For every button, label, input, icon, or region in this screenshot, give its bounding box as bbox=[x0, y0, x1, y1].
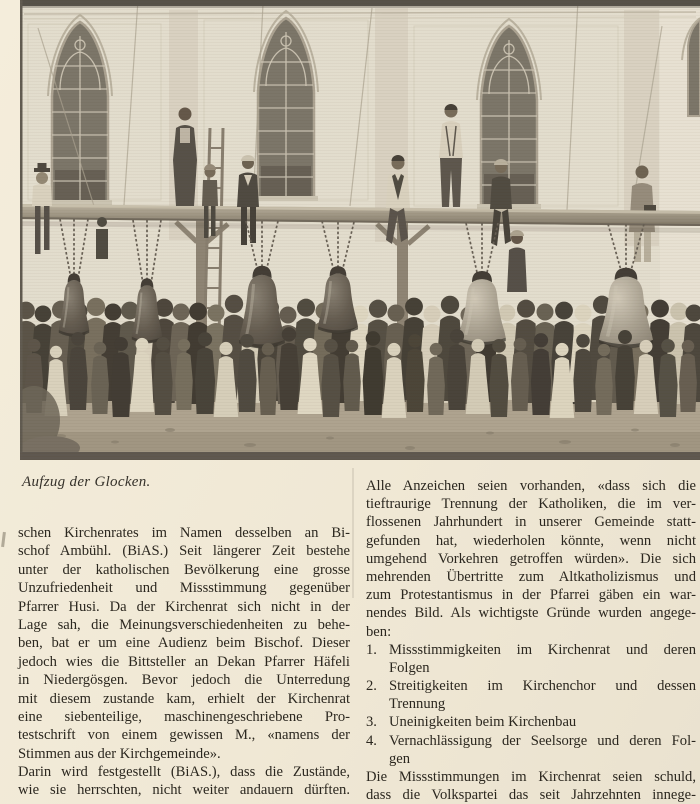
line-text: gefunden hat, wiederholen könnte, wenn nicht bbox=[366, 532, 696, 549]
line-text: unter der katholischen Bevölkerung eine grosse bbox=[18, 561, 350, 578]
text-line bbox=[366, 586, 696, 604]
text-line bbox=[18, 598, 350, 616]
line-text: wie sie herrschten, nicht weiter andauern dürften. bbox=[18, 782, 350, 799]
line-text: umgehend Vorkehren getroffen würden». Die sich bbox=[366, 550, 696, 567]
line-text: mit diesem zustande kam, erhielt der Kirchenrat bbox=[18, 690, 350, 707]
line-text: Pfarrer Husi. Da der Kirchenrat sich nicht in der bbox=[18, 598, 350, 615]
text-line bbox=[366, 495, 696, 513]
line-text: Alle Anzeichen seien vorhanden, «dass sich die bbox=[366, 478, 696, 494]
left-text-column bbox=[18, 524, 350, 800]
line-text: ben, bat er um eine Audienz beim Bischof. Dieser bbox=[18, 635, 350, 652]
line-text: schof Ambühl. (BiAS.) Seit längerer Zeit bestehe bbox=[18, 543, 350, 560]
line-text: jedoch wies die Bittsteller an Dekan Pfarrer Häfeli bbox=[18, 653, 350, 670]
text-line bbox=[18, 524, 350, 542]
line-text: mehrenden Übertritte zum Altkatholizismus und bbox=[366, 568, 696, 585]
line-text: Missstimmigkeiten im Kirchenrat und deren bbox=[389, 641, 696, 658]
line-text: flossenen Jahrhundert in unserer Gemeinde statt- bbox=[366, 514, 696, 531]
line-text: Uneinigkeiten beim Kirchenbau bbox=[389, 714, 577, 731]
text-line bbox=[366, 659, 696, 677]
line-text: nendes Bild. Als wichtigste Gründe wurden angege- bbox=[366, 605, 696, 622]
text-line bbox=[366, 713, 696, 731]
scan-artifact bbox=[1, 532, 6, 547]
text-line bbox=[366, 750, 696, 768]
line-text: in Niedergösgen. Bevor jedoch die Unterredung bbox=[18, 672, 350, 689]
line-text: schen Kirchenrates im Namen desselben an Bi- bbox=[18, 525, 350, 541]
text-line bbox=[18, 690, 350, 708]
line-text: Die Missstimmungen im Kirchenrat seien schuld, bbox=[366, 769, 696, 785]
text-line bbox=[18, 708, 350, 726]
text-line bbox=[18, 745, 350, 763]
text-line bbox=[18, 634, 350, 652]
list-number: 3. bbox=[366, 714, 377, 731]
line-text: tieftraurige Trennung der Katholiken, die im ver- bbox=[366, 496, 696, 513]
text-line bbox=[366, 695, 696, 713]
line-text: Trennung bbox=[389, 696, 446, 713]
text-line bbox=[366, 550, 696, 568]
line-text: dass die Volkspartei das seit Jahrzehnten innege- bbox=[366, 787, 696, 804]
line-text: eine siebenteilige, maschinengeschriebene Pro- bbox=[18, 708, 350, 725]
line-text: Stimmen aus der Kirchgemeinde». bbox=[18, 745, 221, 762]
line-text: zum Protestantismus in der Pfarrei gäben ein war- bbox=[366, 587, 696, 604]
line-text: Darin wird festgestellt (BiAS.), dass die Zustände, bbox=[18, 764, 350, 781]
text-line bbox=[366, 568, 696, 586]
text-line bbox=[18, 671, 350, 689]
line-text: gen bbox=[389, 750, 411, 767]
text-line bbox=[18, 726, 350, 744]
text-line bbox=[366, 623, 696, 641]
text-line bbox=[366, 677, 696, 695]
text-line bbox=[18, 616, 350, 634]
line-text: Folgen bbox=[389, 659, 430, 676]
text-line bbox=[366, 532, 696, 550]
text-line bbox=[18, 561, 350, 579]
list-number: 1. bbox=[366, 641, 377, 658]
text-line bbox=[366, 732, 696, 750]
line-text: testschrift von einem gewissen M., «namens der bbox=[18, 727, 350, 744]
line-text: Lage sah, die Meinungsverschiedenheiten zu behe- bbox=[18, 616, 350, 633]
text-line bbox=[366, 513, 696, 531]
text-line bbox=[366, 786, 696, 804]
list-number: 2. bbox=[366, 678, 377, 695]
list-number: 4. bbox=[366, 732, 377, 749]
text-line bbox=[18, 542, 350, 560]
text-line bbox=[18, 781, 350, 799]
text-line bbox=[366, 768, 696, 786]
text-line bbox=[366, 604, 696, 622]
text-line bbox=[18, 653, 350, 671]
page-crease bbox=[352, 468, 354, 598]
text-line bbox=[366, 641, 696, 659]
line-text: Streitigkeiten im Kirchenchor und dessen bbox=[389, 678, 696, 695]
historical-photo bbox=[20, 0, 700, 460]
text-line bbox=[18, 579, 350, 597]
text-line bbox=[18, 763, 350, 781]
right-text-column bbox=[366, 477, 696, 804]
line-text: Vernachlässigung der Seelsorge und deren Fol- bbox=[389, 732, 696, 749]
text-line bbox=[366, 477, 696, 495]
line-text: ben: bbox=[366, 623, 392, 640]
line-text: Unzufriedenheit und Missstimmung gegenüber bbox=[18, 580, 350, 597]
photo-caption: Aufzug der Glocken. bbox=[22, 474, 151, 490]
